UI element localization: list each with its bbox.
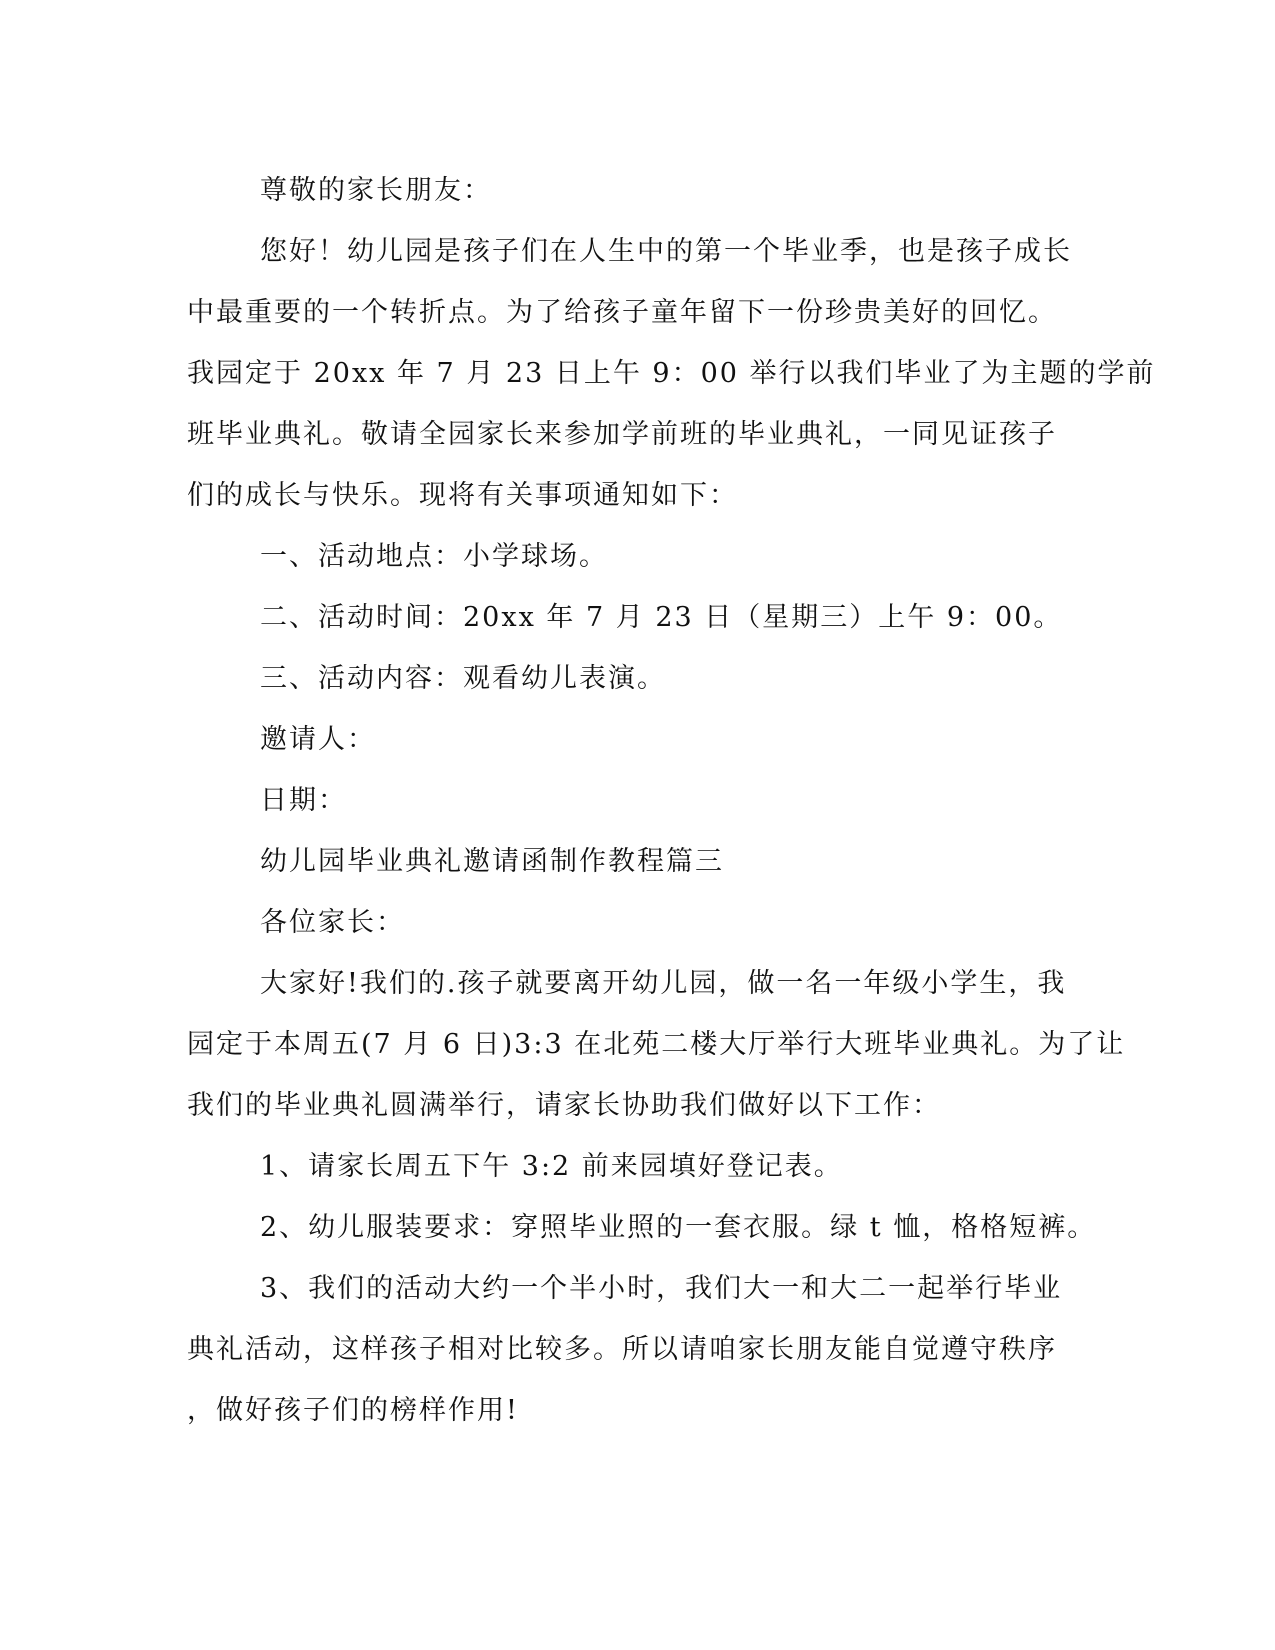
list-item: 三、活动内容：观看幼儿表演。 [260, 663, 666, 694]
list-item: 一、活动地点：小学球场。 [260, 541, 608, 572]
paragraph-line: 我们的毕业典礼圆满举行，请家长协助我们做好以下工作： [187, 1090, 941, 1121]
inviter-label: 邀请人： [260, 724, 376, 755]
paragraph-line: 我园定于 20xx 年 7 月 23 日上午 9：00 举行以我们毕业了为主题的学前 [187, 358, 1156, 389]
salutation: 各位家长： [260, 907, 405, 938]
paragraph-line: 您好！幼儿园是孩子们在人生中的第一个毕业季，也是孩子成长 [260, 236, 1072, 267]
paragraph-line: 大家好!我们的.孩子就要离开幼儿园，做一名一年级小学生，我 [260, 968, 1067, 999]
paragraph-line: ，做好孩子们的榜样作用! [187, 1395, 519, 1426]
list-item: 1、请家长周五下午 3:2 前来园填好登记表。 [260, 1151, 843, 1182]
salutation: 尊敬的家长朋友： [260, 175, 492, 206]
list-item: 2、幼儿服装要求：穿照毕业照的一套衣服。绿 t 恤，格格短裤。 [260, 1212, 1097, 1243]
paragraph-line: 典礼活动，这样孩子相对比较多。所以请咱家长朋友能自觉遵守秩序 [187, 1334, 1057, 1365]
paragraph-line: 们的成长与快乐。现将有关事项通知如下： [187, 480, 738, 511]
document-body [187, 160, 1156, 1441]
list-item: 3、我们的活动大约一个半小时，我们大一和大二一起举行毕业 [260, 1273, 1063, 1304]
paragraph-line: 班毕业典礼。敬请全园家长来参加学前班的毕业典礼，一同见证孩子 [187, 419, 1057, 450]
section-title: 幼儿园毕业典礼邀请函制作教程篇三 [260, 846, 724, 877]
paragraph-line: 中最重要的一个转折点。为了给孩子童年留下一份珍贵美好的回忆。 [187, 297, 1057, 328]
list-item: 二、活动时间：20xx 年 7 月 23 日（星期三）上午 9：00。 [260, 602, 1063, 633]
date-label: 日期： [260, 785, 347, 816]
paragraph-line: 园定于本周五(7 月 6 日)3:3 在北苑二楼大厅举行大班毕业典礼。为了让 [187, 1029, 1126, 1060]
